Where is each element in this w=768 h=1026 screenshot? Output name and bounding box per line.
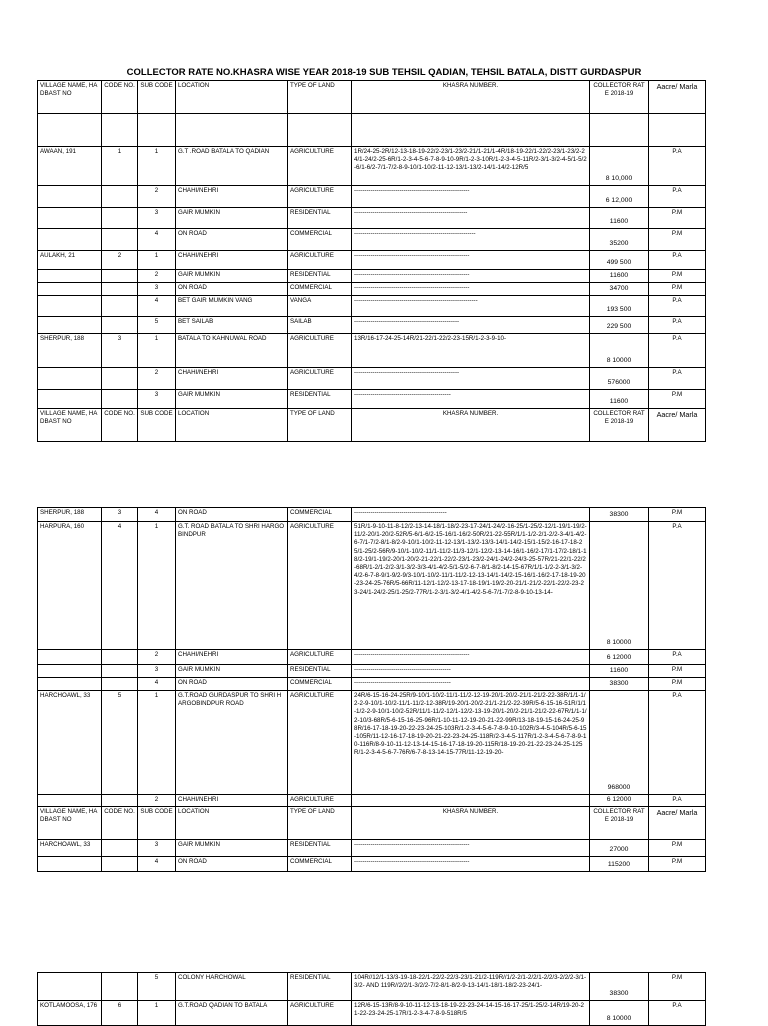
subcode-cell: 1 [138,147,176,186]
subcode-cell: 1 [138,522,176,650]
khasra-cell: 12R/6-15-13R/8-9-10-11-12-13-18-19-22-23-24-14-15-16-17-25/1-25/2-14R/19-20-21-22-23-24-25-17R/1-2-3-4-7-8-9-518R/5 [352,1001,590,1026]
subcode-cell: 4 [138,856,176,871]
village-header: VILLAGE NAME, HADBAST NO [38,806,102,839]
table-row [38,296,706,317]
table-row [38,856,706,871]
unit-cell [649,114,706,147]
khasra-cell: --------------------------------------------------- [352,368,590,390]
land-type-header: TYPE OF LAND [288,409,352,442]
land-type-cell: AGRICULTURE [288,251,352,270]
rate-cell: 38300 [590,678,649,691]
table-row [38,508,706,522]
location-cell: G.T.ROAD QADIAN TO BATALA [176,1001,288,1026]
code-cell [102,283,138,296]
subcode-cell: 4 [138,678,176,691]
unit-cell: P.M [649,270,706,283]
code-cell: 2 [102,251,138,270]
location-cell: CHAHI/NEHRI [176,251,288,270]
village-cell [38,650,102,665]
land-type-cell: AGRICULTURE [288,147,352,186]
page-title: COLLECTOR RATE NO.KHASRA WISE YEAR 2018-19 SUB TEHSIL QADIAN, TEHSIL BATALA, DISTT GURDASPUR [126,67,642,78]
unit-cell: P.A [649,317,706,334]
location-cell: G.T.ROAD GURDASPUR TO SHRI HARGOBINDPUR ROAD [176,691,288,795]
unit-cell: P.A [649,296,706,317]
land-type-header: TYPE OF LAND [288,81,352,114]
rate-table [37,80,706,442]
location-cell: G.T. ROAD BATALA TO SHRI HARGOBINDPUR [176,522,288,650]
subcode-cell: 2 [138,368,176,390]
code-header: CODE NO. [102,81,138,114]
location-cell: COLONY HARCHOWAL [176,973,288,1001]
village-cell [38,795,102,807]
village-cell: SHERPUR, 188 [38,334,102,368]
subcode-cell: 3 [138,208,176,229]
unit-cell: P.M [649,856,706,871]
table-row [38,334,706,368]
village-header: VILLAGE NAME, HADBAST NO [38,81,102,114]
khasra-header: KHASRA NUMBER. [352,409,590,442]
unit-cell: P.A [649,334,706,368]
village-cell [38,368,102,390]
land-type-cell: RESIDENTIAL [288,839,352,856]
code-header: CODE NO. [102,806,138,839]
khasra-cell: -------------------------------------------------------- [352,839,590,856]
unit-cell: P.M [649,390,706,409]
unit-cell: P.A [649,1001,706,1026]
khasra-cell: -------------------------------------------------------- [352,283,590,296]
subcode-cell [138,114,176,147]
code-cell [102,390,138,409]
village-cell: SHERPUR, 188 [38,508,102,522]
code-cell [102,678,138,691]
khasra-cell: -------------------------------------------------------- [352,186,590,208]
land-type-cell: AGRICULTURE [288,1001,352,1026]
land-type-cell: RESIDENTIAL [288,270,352,283]
subcode-cell: 3 [138,283,176,296]
village-cell [38,270,102,283]
location-cell: GAIR MUMKIN [176,665,288,678]
table-row [38,665,706,678]
table-row [38,368,706,390]
rate-cell: 35200 [590,229,649,251]
code-cell [102,229,138,251]
table-row [38,839,706,856]
land-type-cell: RESIDENTIAL [288,390,352,409]
code-cell [102,186,138,208]
table-row [38,795,706,807]
land-type-cell: AGRICULTURE [288,691,352,795]
table-row [38,522,706,650]
village-cell [38,208,102,229]
subcode-cell: 1 [138,251,176,270]
location-cell: GAIR MUMKIN [176,270,288,283]
rate-cell: 193 500 [590,296,649,317]
subcode-cell: 1 [138,691,176,795]
location-cell: GAIR MUMKIN [176,839,288,856]
table-row [38,229,706,251]
code-cell [102,856,138,871]
location-cell [176,114,288,147]
rate-cell: 11600 [590,208,649,229]
unit-cell: P.M [649,973,706,1001]
land-type-cell: AGRICULTURE [288,795,352,807]
rate-cell: 8 10000 [590,1001,649,1026]
village-cell [38,856,102,871]
unit-header: Aacre/ Marla [649,806,706,839]
village-cell [38,296,102,317]
table-row [38,390,706,409]
land-type-cell: RESIDENTIAL [288,665,352,678]
land-type-header: TYPE OF LAND [288,806,352,839]
land-type-cell [288,114,352,147]
subcode-header: SUB CODE [138,806,176,839]
land-type-cell: COMMERCIAL [288,229,352,251]
rate-table [37,507,706,872]
unit-cell: P.A [649,147,706,186]
subcode-header: SUB CODE [138,409,176,442]
rate-cell [590,114,649,147]
village-cell [38,114,102,147]
khasra-cell: -------------------------------------------------------- [352,856,590,871]
code-cell: 3 [102,508,138,522]
subcode-cell: 2 [138,650,176,665]
subcode-cell: 1 [138,334,176,368]
land-type-cell: AGRICULTURE [288,334,352,368]
location-cell: BET SAILAB [176,317,288,334]
code-cell [102,650,138,665]
unit-cell: P.M [649,678,706,691]
table-header-row [38,81,706,114]
unit-cell: P.M [649,665,706,678]
village-cell [38,390,102,409]
subcode-cell: 3 [138,390,176,409]
land-type-cell: VANGA [288,296,352,317]
subcode-cell: 1 [138,1001,176,1026]
location-cell: ON ROAD [176,229,288,251]
khasra-cell: ----------------------------------------------- [352,665,590,678]
village-cell: HARCHOAWL, 33 [38,839,102,856]
village-cell: AULAKH, 21 [38,251,102,270]
location-cell: GAIR MUMKIN [176,390,288,409]
subcode-cell: 5 [138,317,176,334]
subcode-cell: 2 [138,270,176,283]
unit-header: Aacre/ Marla [649,409,706,442]
location-cell: CHAHI/NEHRI [176,186,288,208]
location-cell: BET GAIR MUMKIN VANG [176,296,288,317]
subcode-cell: 2 [138,186,176,208]
table-row [38,283,706,296]
khasra-cell: ------------------------------------------------------- [352,208,590,229]
location-cell: GAIR MUMKIN [176,208,288,229]
rate-cell: 11600 [590,270,649,283]
khasra-cell: 104R//12/1-13/3-19-18-22/1-22/2-22/3-23/1-21/2-119R//1/2-2/1-2/2/1-2/2/3-2/2/2-3/1-3/2- AND 119R//2/2/1-3/2/2-7/2-8/1-8/2-9-13-14/1-18/1-18/2-23-24/1- [352,973,590,1001]
rate-cell: 34700 [590,283,649,296]
village-cell [38,229,102,251]
table-row [38,650,706,665]
khasra-cell: --------------------------------------------- [352,508,590,522]
location-header: LOCATION [176,806,288,839]
code-cell [102,665,138,678]
khasra-header: KHASRA NUMBER. [352,806,590,839]
subcode-cell: 4 [138,296,176,317]
unit-cell: P.A [649,522,706,650]
code-cell [102,270,138,283]
subcode-cell: 4 [138,229,176,251]
table-row [38,147,706,186]
land-type-cell: COMMERCIAL [288,283,352,296]
land-type-cell: SAILAB [288,317,352,334]
rate-cell: 38300 [590,508,649,522]
table-row [38,973,706,1001]
village-cell [38,186,102,208]
unit-cell: P.A [649,186,706,208]
land-type-cell: AGRICULTURE [288,368,352,390]
table-header-row [38,806,706,839]
code-cell [102,368,138,390]
unit-cell: P.M [649,839,706,856]
khasra-cell: ------------------------------------------------------------ [352,296,590,317]
location-cell: CHAHI/NEHRI [176,795,288,807]
table-row [38,317,706,334]
subcode-cell: 3 [138,839,176,856]
khasra-cell [352,795,590,807]
code-cell [102,317,138,334]
rate-cell: 968000 [590,691,649,795]
unit-cell: P.A [649,650,706,665]
khasra-cell [352,114,590,147]
village-cell: HARPURA, 160 [38,522,102,650]
table-header-row [38,409,706,442]
rate-cell: 11600 [590,665,649,678]
code-cell [102,114,138,147]
rate-cell: 8 10000 [590,522,649,650]
rate-cell: 6 12000 [590,795,649,807]
location-cell: G.T .ROAD BATALA TO QADIAN [176,147,288,186]
unit-cell: P.M [649,229,706,251]
table-row [38,186,706,208]
location-cell: CHAHI/NEHRI [176,368,288,390]
rate-table [37,972,706,1026]
unit-cell: P.M [649,283,706,296]
rate-cell: 115200 [590,856,649,871]
rate-cell: 229 500 [590,317,649,334]
table-row [38,1001,706,1026]
land-type-cell: COMMERCIAL [288,678,352,691]
subcode-cell: 2 [138,795,176,807]
village-cell: KOTLAMOOSA, 176 [38,1001,102,1026]
land-type-cell: RESIDENTIAL [288,973,352,1001]
code-cell: 5 [102,691,138,795]
rate-header: COLLECTOR RATE 2018-19 [590,409,649,442]
rate-cell: 27000 [590,839,649,856]
subcode-header: SUB CODE [138,81,176,114]
code-cell: 4 [102,522,138,650]
code-cell: 1 [102,147,138,186]
table-row [38,270,706,283]
table-row [38,208,706,229]
khasra-cell: ----------------------------------------------- [352,390,590,409]
land-type-cell: RESIDENTIAL [288,208,352,229]
code-header: CODE NO. [102,409,138,442]
location-header: LOCATION [176,409,288,442]
khasra-cell: 1R/24-25-2R/12-13-18-19-22/2-23/1-23/2-21/1-21/1-4R/18-19-22/1-22/2-23/1-23/2-24/1-24/2-25-6R/1-2-3-4-5-6-7-8-9-10-9R/1-2-3-10R/1-2-3-4-5-11R/2-3/1-3/2-4-5/1-5/2-6/1-6/2-7/1-7/2-8-9-10/1-10/2-11-12-13/1-13/2-14/1-14/2-12R/5 [352,147,590,186]
code-cell [102,973,138,1001]
location-cell: CHAHI/NEHRI [176,650,288,665]
rate-cell: 8 10,000 [590,147,649,186]
land-type-cell: AGRICULTURE [288,186,352,208]
khasra-cell: 51R/1-9-10-11-8-12/2-13-14-18/1-18/2-23-17-24/1-24/2-16-25/1-25/2-12/1-19/1-19/2-11/2-20/1-20/2-52R/5-6/1-6/2-15-16/1-16/2-50R/21-22-55R/1/1-1/2-2/1-2/2-3-4/1-4/2-6-7/1-7/2-8/1-8/2-9-10/1-10/2-11-12-13/1-13/2-13/3-14/1-14/2-15/1-15/2-16-17-18-25/1-25/2-56R/9-10/1-10/2-11/1-11/2-11/3-12/1-12/2-13-14-16/1-16/2-17/1-17/2-18/1-18/2-19/1-19/2-20/1-20/2-21-22/1-22/2-23/1-23/2-24/1-24/2-24/3-25-57R/21-22/1-22/2-68R/1-2/1-2/2-3/1-3/2-3/3-4/1-4/2-5/1-5/2-6-7-8/1-8/2-14-15-67R/1/1-1/2-2-3/1-3/2-4/2-6-7-8-9/1-9/2-9/3-10/1-10/2-11/1-11/2-12-13-14/1-14/2-15-16/1-16/2-17-18-19-20-23-24-25-76R/5-66R/11-12/1-12/2-13-17-18-19/1-19/2-20-21/1-21/2-22/1-22/2-23-23-24/1-24/2-25/1-25/2-77R/1-2-3/1-3/2-4/1-4/2-5-6-7/1-7/2-8-9-10-13-14- [352,522,590,650]
khasra-cell: -------------------------------------------------------- [352,270,590,283]
unit-cell: P.A [649,795,706,807]
code-cell [102,208,138,229]
table-row [38,114,706,147]
unit-cell: P.M [649,508,706,522]
location-cell: BATALA TO KAHNUWAL ROAD [176,334,288,368]
location-cell: ON ROAD [176,678,288,691]
unit-header: Aacre/ Marla [649,81,706,114]
khasra-cell: -------------------------------------------------------- [352,650,590,665]
subcode-cell: 4 [138,508,176,522]
land-type-cell: AGRICULTURE [288,650,352,665]
code-cell [102,839,138,856]
rate-header: COLLECTOR RATE 2018-19 [590,81,649,114]
khasra-cell: -------------------------------------------------------- [352,251,590,270]
khasra-cell: ----------------------------------------------------------- [352,229,590,251]
village-cell [38,283,102,296]
table-row [38,251,706,270]
unit-cell: P.A [649,368,706,390]
location-cell: ON ROAD [176,283,288,296]
khasra-cell: 24R/6-15-16-24-25R/9-10/1-10/2-11/1-11/2-12-19-20/1-20/2-21/1-21/2-22-38R/1/1-1/2-2-9-10/1-10/2-11/1-11/2-12-38R/19-20/1-20/2-21/1-21/2-22-39R/5-6-15-16-51R/1/1-1/2-2-9-10/1-10/2-52R/11/1-11/2-12/1-12/2-13-19-20/1-20/2-21/1-21/2-22-67R/1/1-1/2-10/3-68R/5-6-15-16-25-96R/1-10-11-12-19-20-21-22-99R/13-18-19-15-16-24-25-98R/16-17-18-19-20-22-23-24-25-103R/1-2-3-4-5-6-7-8-9-10-102R/3-4-5-104R/5-6-15-105R/11-12-16-17-18-19-20-21-22-23-24-25-118R/2-3-4-5-117R/1-2-3-4-5-6-7-8-9-10-116R/8-9-10-11-12-13-14-15-16-17-18-19-20-115R/18-19-20-21-22-23-24-25-125R/1-2-3-4-5-6-7-76R/6-7-8-13-14-15-77R/11-12-19-20- [352,691,590,795]
khasra-header: KHASRA NUMBER. [352,81,590,114]
khasra-cell: --------------------------------------------------- [352,317,590,334]
land-type-cell: AGRICULTURE [288,522,352,650]
unit-cell: P.A [649,691,706,795]
rate-header: COLLECTOR RATE 2018-19 [590,806,649,839]
rate-cell: 11600 [590,390,649,409]
rate-cell: 8 10000 [590,334,649,368]
location-cell: ON ROAD [176,508,288,522]
rate-cell: 6 12000 [590,650,649,665]
land-type-cell: COMMERCIAL [288,508,352,522]
rate-cell: 576000 [590,368,649,390]
location-header: LOCATION [176,81,288,114]
code-cell: 6 [102,1001,138,1026]
village-cell [38,678,102,691]
village-header: VILLAGE NAME, HADBAST NO [38,409,102,442]
location-cell: ON ROAD [176,856,288,871]
table-row [38,678,706,691]
village-cell [38,317,102,334]
rate-cell: 38300 [590,973,649,1001]
village-cell: AWAAN, 191 [38,147,102,186]
rate-cell: 499 500 [590,251,649,270]
table-row [38,691,706,795]
unit-cell: P.A [649,251,706,270]
code-cell [102,795,138,807]
khasra-cell: 13R/16-17-24-25-14R/21-22/1-22/2-23-15R/1-2-3-9-10- [352,334,590,368]
land-type-cell: COMMERCIAL [288,856,352,871]
rate-cell: 6 12,000 [590,186,649,208]
subcode-cell: 3 [138,665,176,678]
village-cell: HARCHOAWL, 33 [38,691,102,795]
subcode-cell: 5 [138,973,176,1001]
village-cell [38,665,102,678]
unit-cell: P.M [649,208,706,229]
code-cell [102,296,138,317]
khasra-cell: ----------------------------------------------- [352,678,590,691]
code-cell: 3 [102,334,138,368]
village-cell [38,973,102,1001]
